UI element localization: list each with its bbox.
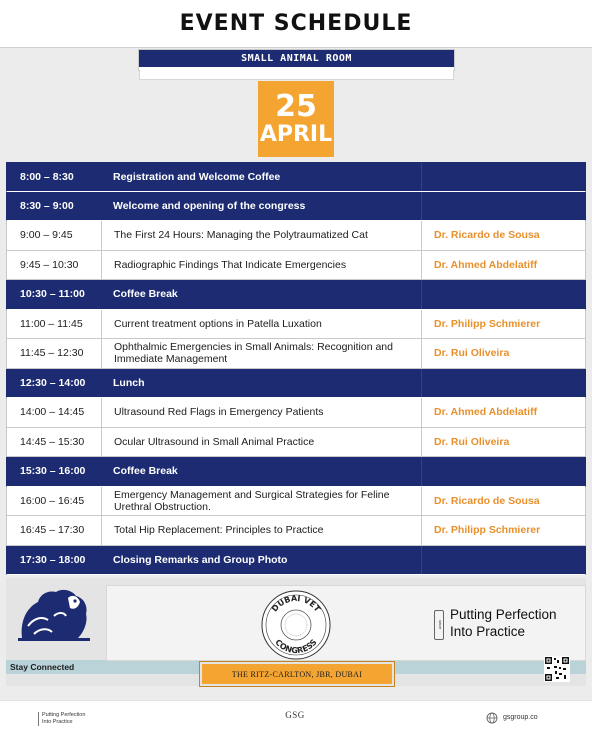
globe-icon [486, 712, 498, 724]
session-speaker: Dr. Ahmed Abdelatiff [421, 398, 585, 427]
schedule-row [6, 398, 586, 428]
session-title: Ocular Ultrasound in Small Animal Practice [101, 428, 421, 457]
schedule-row [6, 162, 586, 192]
session-speaker: Dr. Ricardo de Sousa [421, 221, 585, 250]
session-time: 11:00 – 11:45 [20, 317, 83, 330]
session-time: 17:30 – 18:00 [20, 553, 86, 566]
session-time: 9:45 – 10:30 [20, 258, 79, 271]
session-time: 16:45 – 17:30 [20, 524, 85, 537]
session-title: Current treatment options in Patella Luxation [101, 310, 421, 339]
schedule-row [6, 280, 586, 310]
motto-tag: since [434, 610, 444, 640]
session-time: 12:30 – 14:00 [20, 376, 86, 389]
page-title: EVENT SCHEDULE [179, 11, 413, 36]
room-banner [139, 50, 454, 70]
session-title: Lunch [113, 376, 145, 389]
session-speaker: Dr. Ricardo de Sousa [421, 487, 585, 516]
session-time: 16:00 – 16:45 [20, 494, 85, 507]
schedule-row [6, 369, 586, 399]
session-speaker: Dr. Philipp Schmierer [421, 516, 585, 545]
schedule-row [6, 457, 586, 487]
session-speaker [421, 369, 585, 398]
motto [450, 606, 557, 640]
schedule-row [6, 487, 586, 517]
seal-bottom-text: CONGRESS [273, 637, 319, 656]
date-badge [258, 81, 334, 157]
session-time: 11:45 – 12:30 [20, 347, 84, 360]
stay-connected-label: Stay Connected [10, 662, 75, 672]
session-time: 15:30 – 16:00 [20, 465, 86, 478]
session-time: 14:00 – 14:45 [20, 406, 85, 419]
schedule-row [6, 251, 586, 281]
qr-code-icon [544, 656, 570, 682]
bottom-motto-line-1: Putting Perfection [42, 712, 86, 718]
venue-name: THE RITZ-CARLTON, JBR, DUBAI [231, 669, 363, 679]
session-time: 8:00 – 8:30 [20, 170, 74, 183]
bottom-motto [38, 712, 85, 726]
website-link[interactable]: gsgroup.co [503, 714, 538, 721]
session-title: Ophthalmic Emergencies in Small Animals: Recognition and Immediate Management [101, 339, 421, 368]
session-title: Closing Remarks and Group Photo [113, 553, 288, 566]
session-title: Ultrasound Red Flags in Emergency Patients [101, 398, 421, 427]
schedule-row [6, 221, 586, 251]
session-time: 9:00 – 9:45 [20, 229, 73, 242]
congress-seal-icon [260, 589, 332, 661]
session-speaker: Dr. Rui Oliveira [421, 339, 585, 368]
session-speaker [421, 546, 585, 575]
session-title: Welcome and opening of the congress [113, 199, 306, 212]
schedule-row [6, 516, 586, 546]
seal-top-text: DUBAI VET [270, 593, 323, 614]
room-banner-base [139, 70, 454, 80]
company-name: GSG [285, 710, 305, 720]
bottom-motto-line-2: Into Practice [42, 719, 73, 725]
schedule-table [6, 162, 586, 575]
session-speaker [421, 163, 585, 191]
date-day: 25 [275, 89, 317, 124]
date-month: APRIL [259, 122, 333, 147]
company-logo [280, 710, 310, 728]
session-time: 8:30 – 9:00 [20, 199, 74, 212]
schedule-row [6, 428, 586, 458]
pet-logo-icon [18, 586, 90, 644]
session-speaker: Dr. Rui Oliveira [421, 428, 585, 457]
title-bar [0, 0, 592, 48]
motto-line-1: Putting Perfection [450, 607, 557, 622]
session-speaker [421, 192, 585, 221]
session-title: Coffee Break [113, 288, 178, 301]
motto-line-2: Into Practice [450, 624, 526, 639]
session-time: 14:45 – 15:30 [20, 435, 85, 448]
session-title: Registration and Welcome Coffee [113, 170, 281, 183]
session-speaker: Dr. Philipp Schmierer [421, 310, 585, 339]
session-speaker [421, 457, 585, 486]
schedule-row [6, 546, 586, 576]
session-title: Radiographic Findings That Indicate Emergencies [101, 251, 421, 280]
session-time: 10:30 – 11:00 [20, 288, 85, 301]
schedule-row [6, 339, 586, 369]
room-name: SMALL ANIMAL ROOM [241, 53, 352, 64]
session-title: The First 24 Hours: Managing the Polytraumatized Cat [101, 221, 421, 250]
venue-banner [200, 662, 394, 686]
session-title: Total Hip Replacement: Principles to Practice [101, 516, 421, 545]
session-title: Coffee Break [113, 465, 178, 478]
session-speaker [421, 280, 585, 309]
session-title: Emergency Management and Surgical Strategies for Feline Urethral Obstruction. [101, 487, 421, 516]
session-speaker: Dr. Ahmed Abdelatiff [421, 251, 585, 280]
schedule-row [6, 192, 586, 222]
schedule-row [6, 310, 586, 340]
